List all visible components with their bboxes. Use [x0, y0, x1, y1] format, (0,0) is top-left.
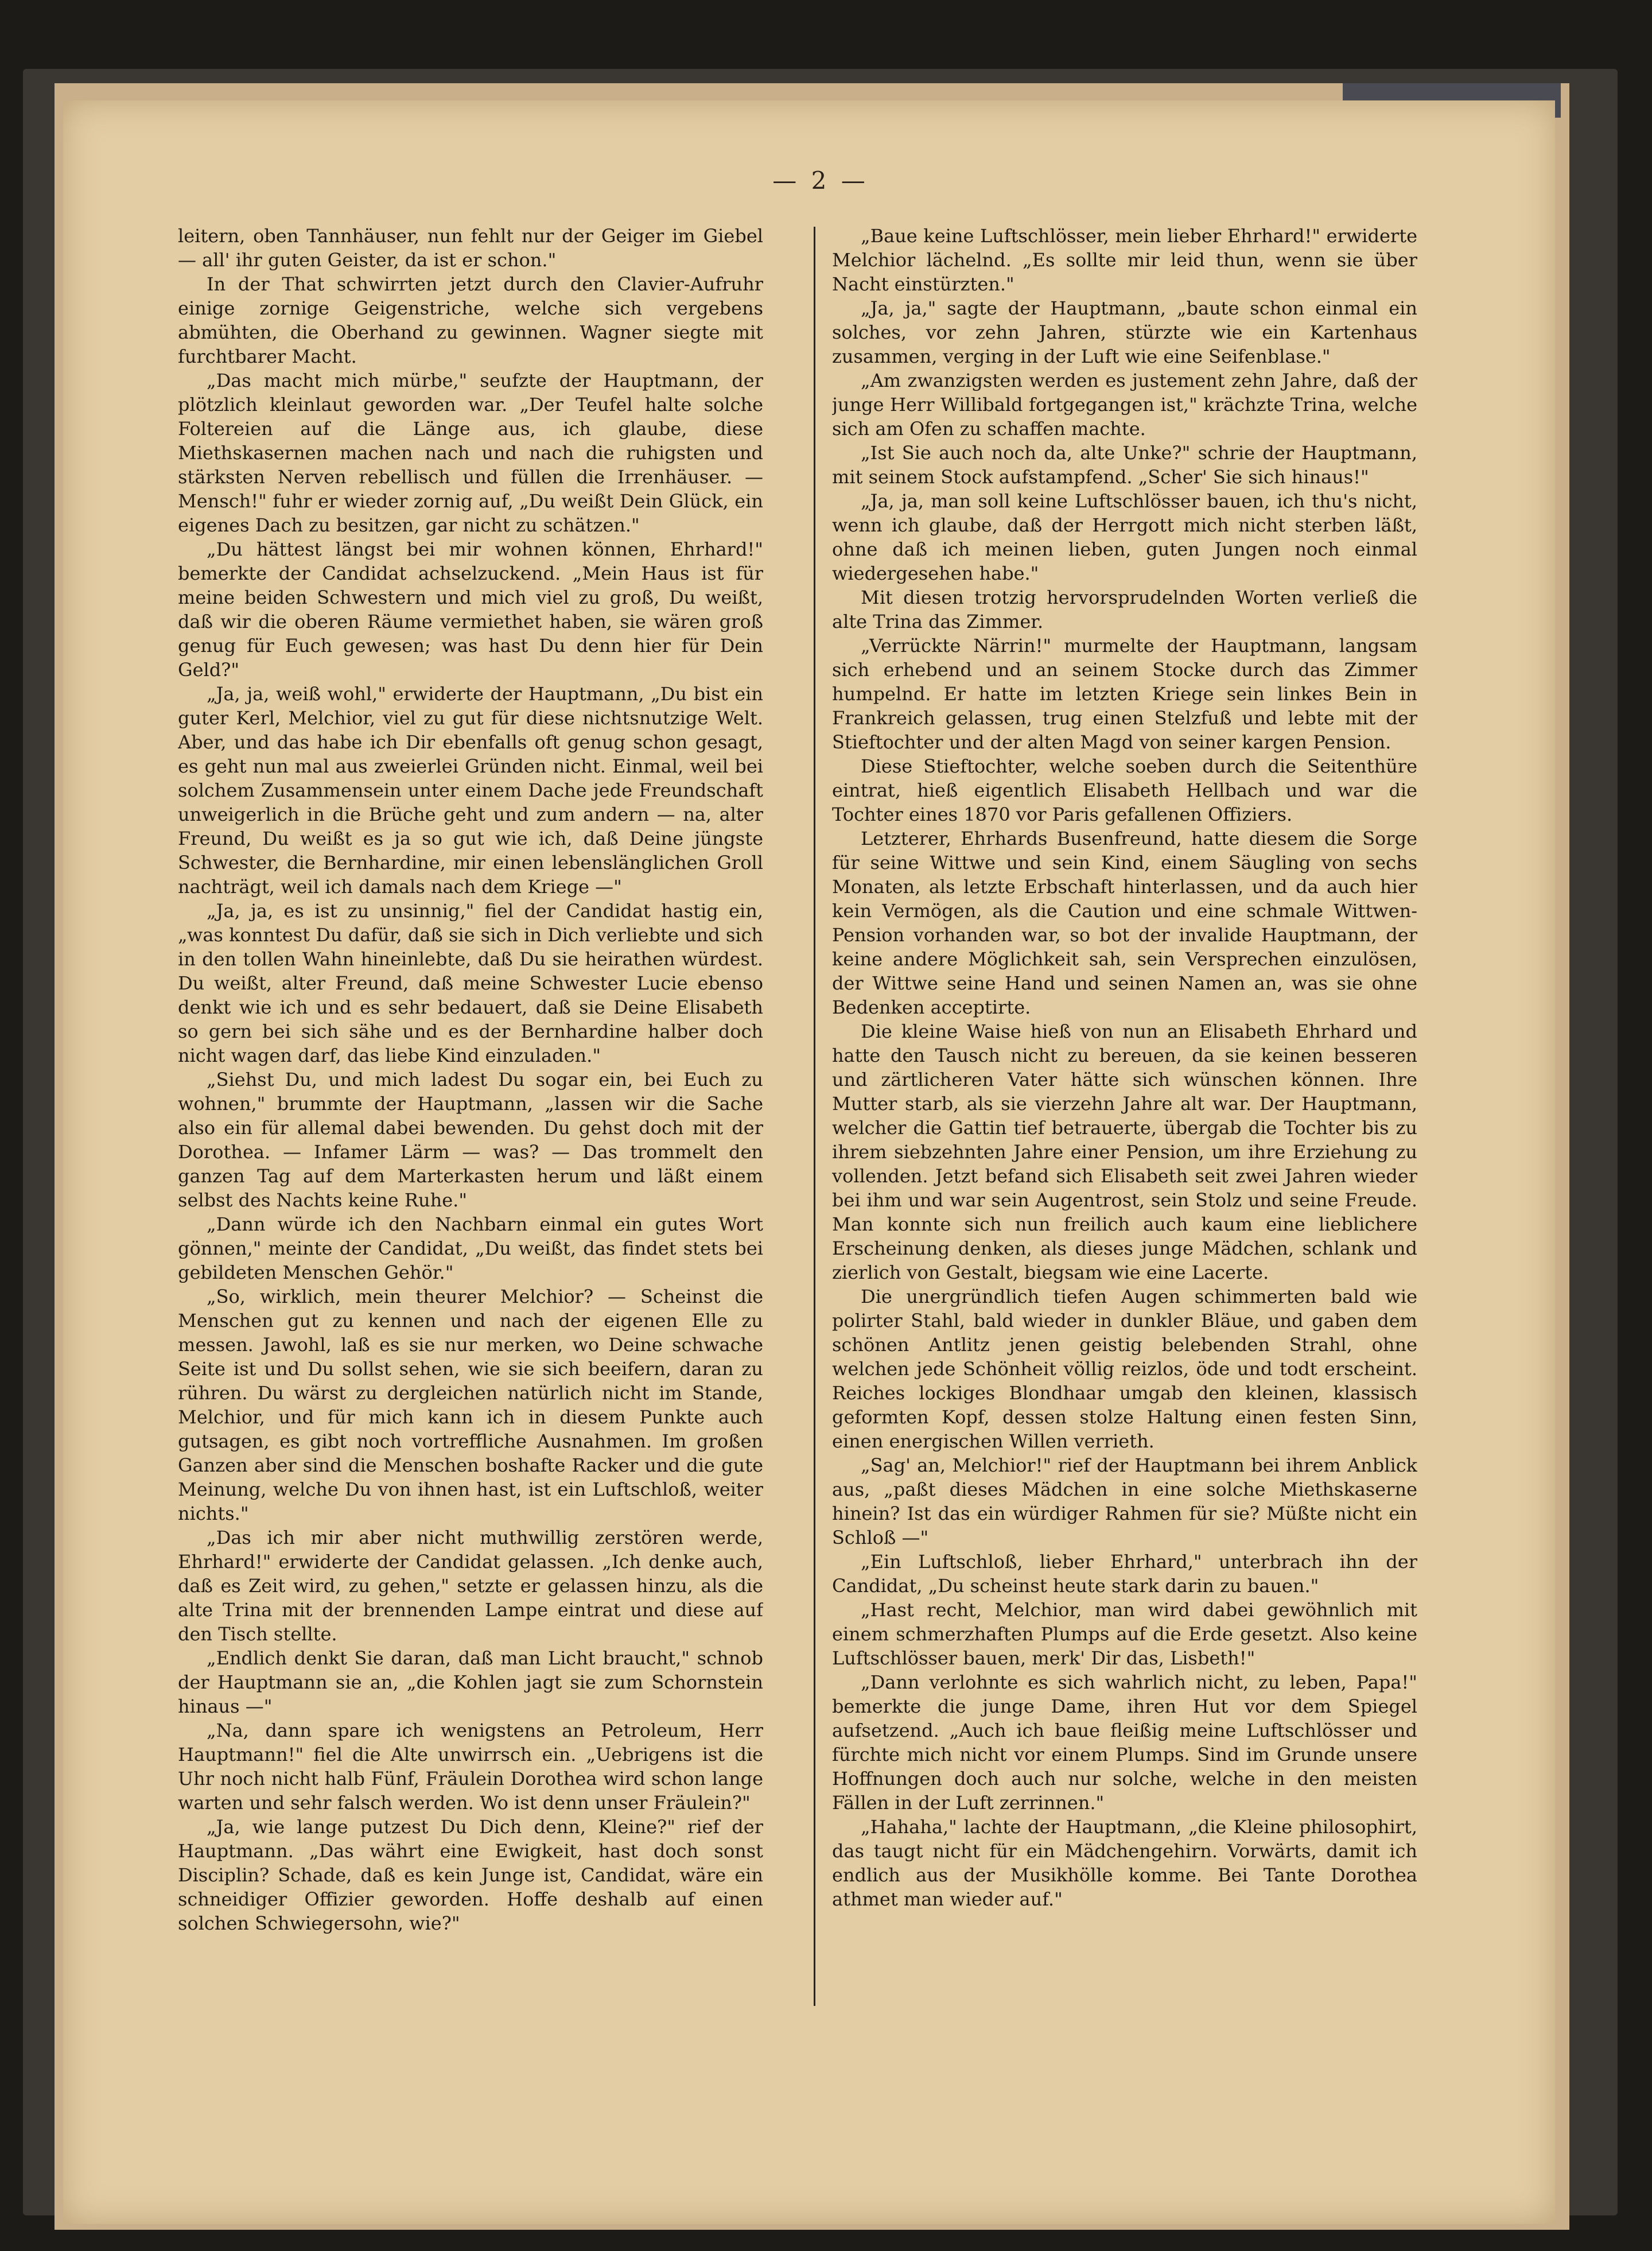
left-paragraph: „So, wirklich, mein theurer Melchior? — Scheinst die Menschen gut zu kennen und nach der eigenen Elle zu messen. Jawohl, laß es sie nur merken, wo Deine schwache Seite ist und Du sollst sehen, wie sie sich beeifern, daran zu rühren. Du wärst zu dergleichen natürlich nicht im Stande, Melchior, und für mich kann ich in diesem Punkte auch gutsagen, es gibt noch vortreffliche Ausnahmen. Im großen Ganzen aber sind die Menschen boshafte Racker und die gute Meinung, welche Du von ihnen hast, ist ein Luftschloß, weiter nichts.": [178, 1286, 763, 1524]
right-paragraph: „Ja, ja, man soll keine Luftschlösser bauen, ich thu's nicht, wenn ich glaube, daß der Herrgott mich nicht sterben läßt, ohne daß ich meinen lieben, guten Jungen noch einmal wiedergesehen habe.": [832, 490, 1417, 584]
right-paragraph: „Ja, ja," sagte der Hauptmann, „baute schon einmal ein solches, vor zehn Jahren, stürzte wie ein Kartenhaus zusammen, verging in der Luft wie eine Seifenblase.": [832, 297, 1417, 367]
right-paragraph: „Ist Sie auch noch da, alte Unke?" schrie der Hauptmann, mit seinem Stock aufstampfend. „Scher' Sie sich hinaus!": [832, 442, 1417, 488]
left-paragraph: „Ja, ja, es ist zu unsinnig," fiel der Candidat hastig ein, „was konntest Du dafür, daß sie sich in Dich verliebte und sich in den tollen Wahn hineinlebte, daß Du sie heirathen würdest. Du weißt, alter Freund, daß meine Schwester Lucie ebenso denkt wie ich und es sehr bedauert, daß sie Deine Elisabeth so gern bei sich sähe und es der Bernhardine halber doch nicht wagen darf, das liebe Kind einzuladen.": [178, 900, 763, 1066]
right-column: [832, 224, 1417, 2037]
left-paragraph: „Ja, ja, weiß wohl," erwiderte der Hauptmann, „Du bist ein guter Kerl, Melchior, viel zu gut für diese nichtsnutzige Welt. Aber, und das habe ich Dir ebenfalls oft genug schon gesagt, es geht nun mal aus zweierlei Gründen nicht. Einmal, weil bei solchem Zusammensein unter einem Dache jede Freundschaft unweigerlich in die Brüche geht und zum andern — na, alter Freund, Du weißt es ja so gut wie ich, daß Deine jüngste Schwester, die Bernhardine, mir einen lebenslänglichen Groll nachträgt, weil ich damals nach dem Kriege —": [178, 683, 763, 898]
right-paragraph: Die kleine Waise hieß von nun an Elisabeth Ehrhard und hatte den Tausch nicht zu bereuen, da sie keinen besseren und zärtlicheren Vater hätte sich wünschen können. Ihre Mutter starb, als sie vierzehn Jahre alt war. Der Hauptmann, welcher die Gattin tief betrauerte, übergab die Tochter bis zu ihrem siebzehnten Jahre einer Pension, um ihre Erziehung zu vollenden. Jetzt befand sich Elisabeth seit zwei Jahren wieder bei ihm und war sein Augentrost, sein Stolz und seine Freude. Man konnte sich nun freilich auch kaum eine lieblichere Erscheinung denken, als dieses junge Mädchen, schlank und zierlich von Gestalt, biegsam wie eine Lacerte.: [832, 1020, 1417, 1283]
left-paragraph: „Das macht mich mürbe," seufzte der Hauptmann, der plötzlich kleinlaut geworden war. „Der Teufel halte solche Foltereien auf die Länge aus, ich glaube, diese Miethskasernen machen nach und nach die ruhigsten und stärksten Nerven rebellisch und füllen die Irrenhäuser. — Mensch!" fuhr er wieder zornig auf, „Du weißt Dein Glück, ein eigenes Dach zu besitzen, gar nicht zu schätzen.": [178, 370, 763, 536]
column-divider: [814, 227, 815, 2006]
right-paragraph: „Baue keine Luftschlösser, mein lieber Ehrhard!" erwiderte Melchior lächelnd. „Es sollte mir leid thun, wenn sie über Nacht einstürzten.": [832, 225, 1417, 295]
right-paragraph: „Sag' an, Melchior!" rief der Hauptmann bei ihrem Anblick aus, „paßt dieses Mädchen in eine solche Miethskaserne hinein? Ist das ein würdiger Rahmen für sie? Müßte nicht ein Schloß —": [832, 1454, 1417, 1548]
right-paragraph: Die unergründlich tiefen Augen schimmerten bald wie polirter Stahl, bald wieder in dunkler Bläue, und gaben dem schönen Antlitz jenen geistig belebenden Strahl, ohne welchen jede Schönheit völlig reizlos, öde und todt erscheint. Reiches lockiges Blondhaar umgab den kleinen, klassisch geformten Kopf, dessen stolze Haltung einen festen Sinn, einen energischen Willen verrieth.: [832, 1286, 1417, 1452]
right-paragraph: „Hast recht, Melchior, man wird dabei gewöhnlich mit einem schmerzhaften Plumps auf die Erde gesetzt. Also keine Luftschlösser bauen, merk' Dir das, Lisbeth!": [832, 1599, 1417, 1669]
left-paragraph: „Du hättest längst bei mir wohnen können, Ehrhard!" bemerkte der Candidat achselzuckend. „Mein Haus ist für meine beiden Schwestern und mich viel zu groß, Du weißt, daß wir die oberen Räume vermiethet haben, sie wären groß genug für Euch gewesen; was hast Du denn hier für Dein Geld?": [178, 538, 763, 681]
left-paragraph: leitern, oben Tannhäuser, nun fehlt nur der Geiger im Giebel — all' ihr guten Geister, da ist er schon.": [178, 225, 763, 271]
left-paragraph: In der That schwirrten jetzt durch den Clavier-Aufruhr einige zornige Geigenstriche, welche sich vergebens abmühten, die Oberhand zu gewinnen. Wagner siegte mit furchtbarer Macht.: [178, 273, 763, 367]
left-paragraph: „Das ich mir aber nicht muthwillig zerstören werde, Ehrhard!" erwiderte der Candidat gelassen. „Ich denke auch, daß es Zeit wird, zu gehen," setzte er gelassen hinzu, als die alte Trina mit der brennenden Lampe eintrat und diese auf den Tisch stellte.: [178, 1527, 763, 1645]
right-paragraph: „Ein Luftschloß, lieber Ehrhard," unterbrach ihn der Candidat, „Du scheinst heute stark darin zu bauen.": [832, 1551, 1417, 1597]
left-column: [178, 224, 763, 2037]
left-paragraph: „Na, dann spare ich wenigstens an Petroleum, Herr Hauptmann!" fiel die Alte unwirrsch ein. „Uebrigens ist die Uhr noch nicht halb Fünf, Fräulein Dorothea wird schon lange warten und sehr falsch werden. Wo ist denn unser Fräulein?": [178, 1720, 763, 1814]
left-paragraph: „Siehst Du, und mich ladest Du sogar ein, bei Euch zu wohnen," brummte der Hauptmann, „lassen wir die Sache also ein für allemal dabei bewenden. Du gehst doch mit der Dorothea. — Infamer Lärm — was? — Das trommelt den ganzen Tag auf dem Marterkasten herum und läßt einem selbst des Nachts keine Ruhe.": [178, 1069, 763, 1211]
page-number: — 2 —: [772, 166, 869, 195]
left-paragraph: „Ja, wie lange putzest Du Dich denn, Kleine?" rief der Hauptmann. „Das währt eine Ewigkeit, hast doch sonst Disciplin? Schade, daß es kein Junge ist, Candidat, wäre ein schneidiger Offizier geworden. Hoffe deshalb auf einen solchen Schwiegersohn, wie?": [178, 1816, 763, 1934]
right-paragraph: Mit diesen trotzig hervorsprudelnden Worten verließ die alte Trina das Zimmer.: [832, 587, 1417, 632]
right-paragraph: Letzterer, Ehrhards Busenfreund, hatte diesem die Sorge für seine Wittwe und sein Kind, einem Säugling von sechs Monaten, als letzte Erbschaft hinterlassen, und da auch hier kein Vermögen, als die Caution und eine schmale Wittwen-Pension vorhanden war, so bot der invalide Hauptmann, der keine andere Möglichkeit sah, sein Versprechen einzulösen, der Wittwe seine Hand und seinen Namen an, was sie ohne Bedenken acceptirte.: [832, 828, 1417, 1018]
left-paragraph: „Dann würde ich den Nachbarn einmal ein gutes Wort gönnen," meinte der Candidat, „Du weißt, das findet stets bei gebildeten Menschen Gehör.": [178, 1213, 763, 1283]
left-paragraph: „Endlich denkt Sie daran, daß man Licht braucht," schnob der Hauptmann sie an, „die Kohlen jagt sie zum Schornstein hinaus —": [178, 1647, 763, 1717]
right-paragraph: „Dann verlohnte es sich wahrlich nicht, zu leben, Papa!" bemerkte die junge Dame, ihren Hut vor dem Spiegel aufsetzend. „Auch ich baue fleißig meine Luftschlösser und fürchte mich nicht vor einem Plumps. Sind im Grunde unsere Hoffnungen doch auch nur solche, welche in den meisten Fällen in der Luft zerrinnen.": [832, 1671, 1417, 1814]
right-paragraph: „Verrückte Närrin!" murmelte der Hauptmann, langsam sich erhebend und an seinem Stocke durch das Zimmer humpelnd. Er hatte im letzten Kriege sein linkes Bein in Frankreich gelassen, trug einen Stelzfuß und lebte mit der Stieftochter und der alten Magd von seiner kargen Pension.: [832, 635, 1417, 753]
right-paragraph: „Hahaha," lachte der Hauptmann, „die Kleine philosophirt, das taugt nicht für ein Mädchengehirn. Vorwärts, damit ich endlich aus der Musikhölle komme. Bei Tante Dorothea athmet man wieder auf.": [832, 1816, 1417, 1910]
right-paragraph: Diese Stieftochter, welche soeben durch die Seitenthüre eintrat, hieß eigentlich Elisabeth Hellbach und war die Tochter eines 1870 vor Paris gefallenen Offiziers.: [832, 755, 1417, 825]
right-paragraph: „Am zwanzigsten werden es justement zehn Jahre, daß der junge Herr Willibald fortgegangen ist," krächzte Trina, welche sich am Ofen zu schaffen machte.: [832, 370, 1417, 440]
